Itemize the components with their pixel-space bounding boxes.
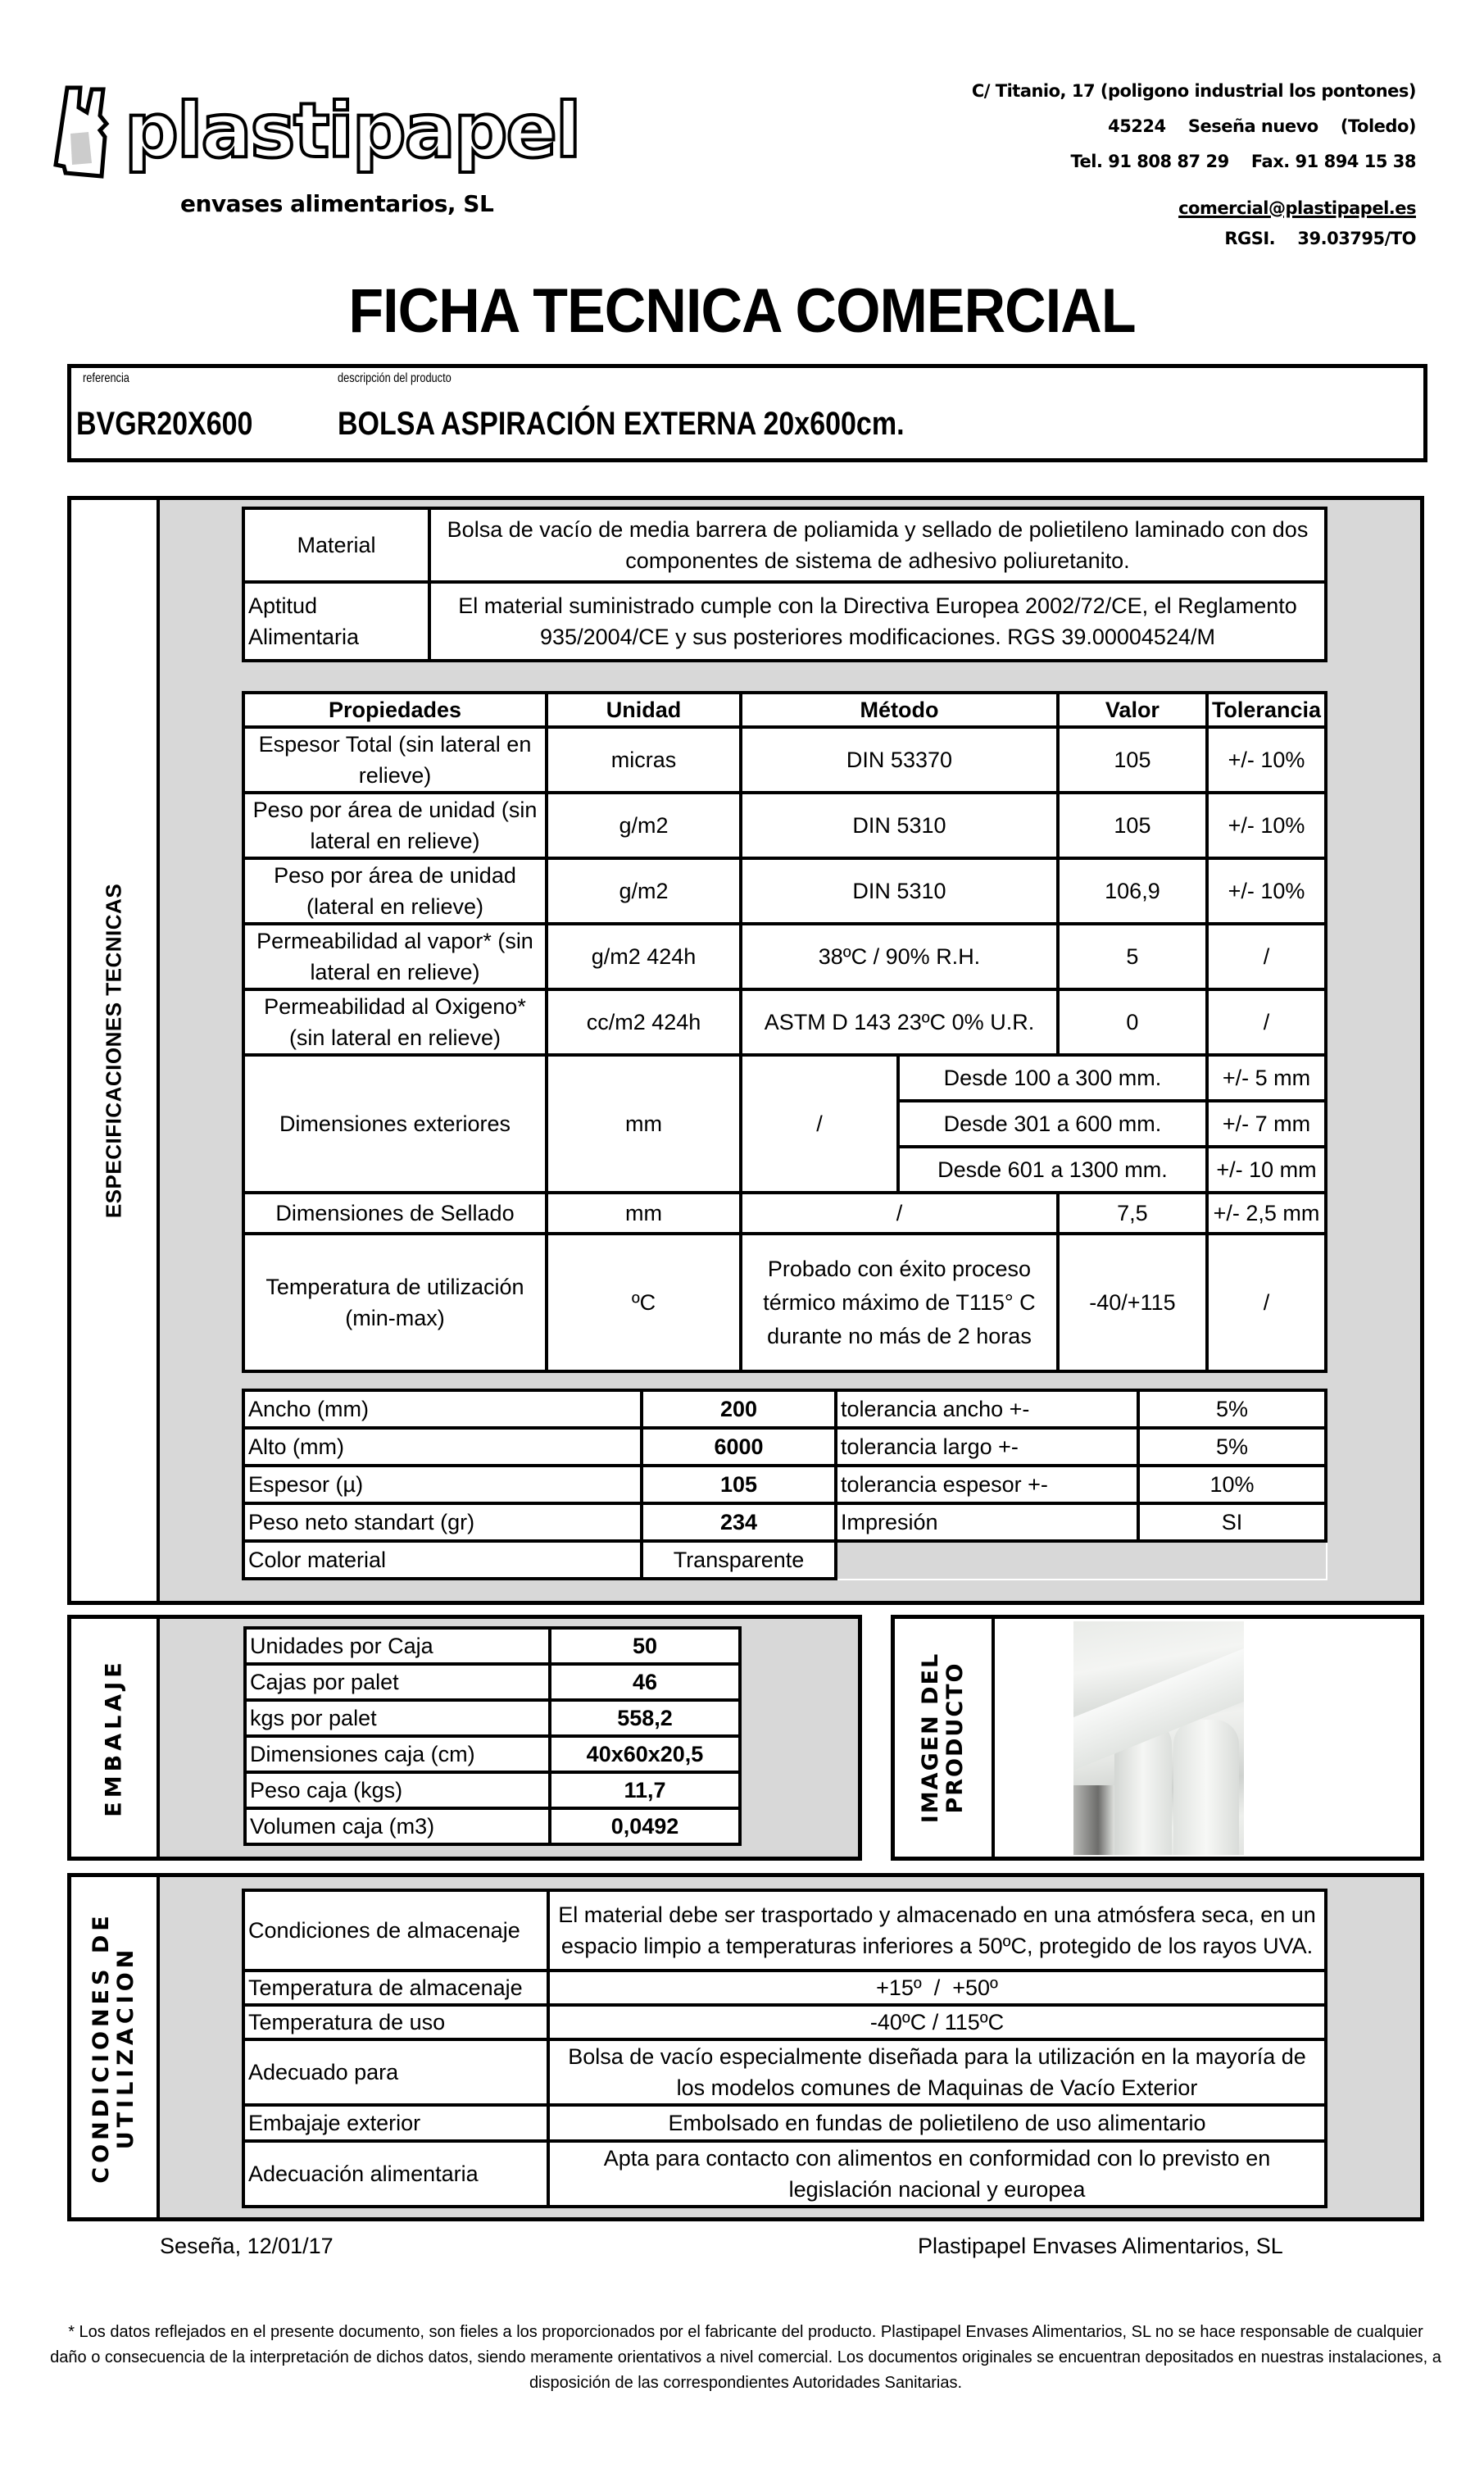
temp-value: -40/+115 bbox=[1058, 1234, 1207, 1371]
table-row bbox=[243, 793, 1326, 858]
prop-tolerance: +/- 10% bbox=[1207, 793, 1326, 858]
prop-name: Permeabilidad al vapor* (sin lateral en relieve) bbox=[243, 924, 547, 989]
prop-tolerance: / bbox=[1207, 924, 1326, 989]
dim-tol-value: 5% bbox=[1138, 1390, 1326, 1428]
image-section-label bbox=[919, 1652, 968, 1823]
cond-label: Adecuación alimentaria bbox=[243, 2141, 548, 2207]
temp-unit: ºC bbox=[547, 1234, 741, 1371]
col-header-propiedades: Propiedades bbox=[243, 693, 547, 727]
email-link[interactable]: comercial@plastipapel.es bbox=[1178, 198, 1416, 218]
cond-value: +15º / +50º bbox=[548, 1971, 1326, 2005]
cond-label: Temperatura de uso bbox=[243, 2005, 548, 2039]
table-row bbox=[243, 2005, 1326, 2039]
table-row bbox=[245, 1808, 740, 1844]
col-header-metodo: Método bbox=[741, 693, 1058, 727]
table-row bbox=[243, 1055, 1326, 1101]
dim-label: Ancho (mm) bbox=[243, 1390, 642, 1428]
table-row bbox=[243, 2105, 1326, 2141]
table-row bbox=[243, 989, 1326, 1055]
pack-label: Volumen caja (m3) bbox=[245, 1808, 550, 1844]
packaging-label-column bbox=[71, 1619, 160, 1857]
table-row bbox=[243, 924, 1326, 989]
table-row bbox=[243, 2039, 1326, 2105]
table-row bbox=[245, 1772, 740, 1808]
dimext-tolerance: +/- 10 mm bbox=[1207, 1147, 1326, 1193]
temp-tolerance: / bbox=[1207, 1234, 1326, 1371]
seal-tolerance: +/- 2,5 mm bbox=[1207, 1193, 1326, 1234]
conditions-label-column bbox=[71, 1877, 160, 2217]
cond-value: Bolsa de vacío especialmente diseñada para la utilización en la mayoría de los modelos comunes de Maquinas de Vacío Exterior bbox=[548, 2039, 1326, 2105]
dim-tol-label: tolerancia espesor +- bbox=[836, 1466, 1138, 1503]
material-row bbox=[243, 508, 1326, 582]
specs-section-label: ESPECIFICACIONES TECNICAS bbox=[101, 883, 126, 1218]
dimext-method: / bbox=[741, 1055, 898, 1193]
aptitud-row bbox=[243, 582, 1326, 661]
image-label-column bbox=[895, 1619, 995, 1857]
temp-method-text: Probado con éxito proceso térmico máximo de T115° C durante no más de 2 horas bbox=[763, 1256, 1036, 1348]
company-contact bbox=[972, 74, 1416, 257]
disclaimer: * Los datos reflejados en el presente documento, son fieles a los proporcionados por el fabricante del producto. Plastipapel Envases Alimentarios, SL no se hace responsable de cualquier daño o consecuencia de la interpretación de dichos datos, siendo meramente orientativos a nivel comercial. Los documentos originales se encuentran depositados en nuestras instalaciones, a disposición de las correspondientes Autoridades Sanitarias. bbox=[50, 2323, 1441, 2392]
table-row bbox=[243, 1428, 1326, 1466]
rgsi-number: RGSI. 39.03795/TO bbox=[1224, 229, 1416, 248]
table-row bbox=[243, 1193, 1326, 1234]
dim-value: 200 bbox=[642, 1390, 836, 1428]
product-photo bbox=[1073, 1621, 1244, 1855]
cond-label: Adecuado para bbox=[243, 2039, 548, 2105]
pack-value: 46 bbox=[550, 1664, 740, 1700]
dim-tol-value: SI bbox=[1138, 1503, 1326, 1541]
properties-table bbox=[242, 691, 1327, 1373]
description-label: descripción del producto bbox=[338, 371, 452, 385]
conditions-table bbox=[242, 1889, 1327, 2208]
bag-icon bbox=[49, 84, 131, 183]
table-row bbox=[243, 1503, 1326, 1541]
dim-label: Espesor (µ) bbox=[243, 1466, 642, 1503]
prop-tolerance: / bbox=[1207, 989, 1326, 1055]
seal-method: / bbox=[741, 1193, 1058, 1234]
place-date: Seseña, 12/01/17 bbox=[160, 2234, 334, 2258]
table-row bbox=[243, 1971, 1326, 2005]
dim-tol-label: tolerancia largo +- bbox=[836, 1428, 1138, 1466]
dim-value: Transparente bbox=[642, 1541, 836, 1579]
prop-name: Espesor Total (sin lateral en relieve) bbox=[243, 727, 547, 793]
cond-label: Condiciones de almacenaje bbox=[243, 1890, 548, 1971]
prop-value: 105 bbox=[1058, 727, 1207, 793]
product-description: BOLSA ASPIRACIÓN EXTERNA 20x600cm. bbox=[338, 406, 905, 442]
table-row bbox=[243, 2141, 1326, 2207]
table-row bbox=[245, 1700, 740, 1736]
cond-value: El material debe ser trasportado y almacenado en una atmósfera seca, en un espacio limpio a temperaturas inferiores a 50ºC, protegido de los rayos UVA. bbox=[548, 1890, 1326, 1971]
prop-unit: g/m2 424h bbox=[547, 924, 741, 989]
table-row bbox=[245, 1664, 740, 1700]
col-header-valor: Valor bbox=[1058, 693, 1207, 727]
prop-tolerance: +/- 10% bbox=[1207, 858, 1326, 924]
cond-value: Embolsado en fundas de polietileno de uso alimentario bbox=[548, 2105, 1326, 2141]
table-row bbox=[243, 1890, 1326, 1971]
table-row bbox=[245, 1628, 740, 1664]
cond-label: Temperatura de almacenaje bbox=[243, 1971, 548, 2005]
dim-label: Alto (mm) bbox=[243, 1428, 642, 1466]
dimext-tolerance: +/- 5 mm bbox=[1207, 1055, 1326, 1101]
col-header-tolerancia: Tolerancia bbox=[1207, 693, 1326, 727]
dim-tol-value: 10% bbox=[1138, 1466, 1326, 1503]
dim-value: 234 bbox=[642, 1503, 836, 1541]
prop-name: Peso por área de unidad (lateral en relieve) bbox=[243, 858, 547, 924]
conditions-section-label bbox=[89, 1912, 138, 2183]
material-table bbox=[242, 507, 1327, 662]
prop-name: Peso por área de unidad (sin lateral en relieve) bbox=[243, 793, 547, 858]
dimext-tolerance: +/- 7 mm bbox=[1207, 1101, 1326, 1147]
cond-label: Embajaje exterior bbox=[243, 2105, 548, 2141]
pack-label: Dimensiones caja (cm) bbox=[245, 1736, 550, 1772]
company-logo bbox=[49, 78, 580, 184]
prop-method: DIN 5310 bbox=[741, 858, 1058, 924]
dim-label: Peso neto standart (gr) bbox=[243, 1503, 642, 1541]
cond-value: Apta para contacto con alimentos en conformidad con lo previsto en legislación nacional y europea bbox=[548, 2141, 1326, 2207]
page-title: FICHA TECNICA COMERCIAL bbox=[348, 276, 1136, 346]
aptitud-label: Aptitud Alimentaria bbox=[243, 582, 429, 661]
dim-label: Color material bbox=[243, 1541, 642, 1579]
properties-header-row bbox=[243, 693, 1326, 727]
prop-method: DIN 53370 bbox=[741, 727, 1058, 793]
dimensions-table bbox=[242, 1389, 1327, 1580]
image-label-line2: PRODUCTO bbox=[942, 1662, 968, 1814]
prop-tolerance: +/- 10% bbox=[1207, 727, 1326, 793]
footer-company: Plastipapel Envases Alimentarios, SL bbox=[918, 2234, 1283, 2258]
packaging-table bbox=[243, 1626, 742, 1846]
cond-value: -40ºC / 115ºC bbox=[548, 2005, 1326, 2039]
prop-method: 38ºC / 90% R.H. bbox=[741, 924, 1058, 989]
prop-value: 105 bbox=[1058, 793, 1207, 858]
reference-label: referencia bbox=[83, 371, 129, 385]
aptitud-value: El material suministrado cumple con la Directiva Europea 2002/72/CE, el Reglamento 935/2004/CE y sus posteriores modificaciones. RGS 39.00004524/M bbox=[429, 582, 1326, 661]
col-header-unidad: Unidad bbox=[547, 693, 741, 727]
prop-unit: g/m2 bbox=[547, 858, 741, 924]
address-city: 45224 Seseña nuevo (Toledo) bbox=[1108, 116, 1416, 136]
table-row bbox=[243, 1466, 1326, 1503]
table-row bbox=[245, 1736, 740, 1772]
pack-value: 50 bbox=[550, 1628, 740, 1664]
temp-method bbox=[741, 1234, 1058, 1371]
dim-tol-label: tolerancia ancho +- bbox=[836, 1390, 1138, 1428]
pack-value: 558,2 bbox=[550, 1700, 740, 1736]
table-row bbox=[243, 858, 1326, 924]
conditions-label-line1: CONDICIONES DE bbox=[88, 1911, 114, 2184]
prop-method: DIN 5310 bbox=[741, 793, 1058, 858]
table-row bbox=[243, 1541, 1326, 1579]
table-row bbox=[243, 1234, 1326, 1371]
prop-name: Permeabilidad al Oxigeno* (sin lateral en relieve) bbox=[243, 989, 547, 1055]
empty-cell bbox=[836, 1541, 1326, 1579]
dim-value: 105 bbox=[642, 1466, 836, 1503]
pack-value: 11,7 bbox=[550, 1772, 740, 1808]
conditions-label-line2: UTILIZACION bbox=[113, 1945, 138, 2149]
pack-label: Unidades por Caja bbox=[245, 1628, 550, 1664]
prop-value: 5 bbox=[1058, 924, 1207, 989]
logo-subtitle: envases alimentarios, SL bbox=[180, 190, 494, 217]
dim-tol-label: Impresión bbox=[836, 1503, 1138, 1541]
seal-unit: mm bbox=[547, 1193, 741, 1234]
dimext-range: Desde 100 a 300 mm. bbox=[898, 1055, 1207, 1101]
pack-value: 40x60x20,5 bbox=[550, 1736, 740, 1772]
logo-wordmark: plastipapel bbox=[125, 87, 580, 175]
pack-label: Cajas por palet bbox=[245, 1664, 550, 1700]
prop-unit: cc/m2 424h bbox=[547, 989, 741, 1055]
seal-value: 7,5 bbox=[1058, 1193, 1207, 1234]
dim-value: 6000 bbox=[642, 1428, 836, 1466]
phone-fax: Tel. 91 808 87 29 Fax. 91 894 15 38 bbox=[1070, 152, 1416, 171]
dim-tol-value: 5% bbox=[1138, 1428, 1326, 1466]
dimext-name: Dimensiones exteriores bbox=[243, 1055, 547, 1193]
material-label: Material bbox=[243, 508, 429, 582]
product-header bbox=[67, 364, 1427, 462]
table-row bbox=[243, 727, 1326, 793]
seal-name: Dimensiones de Sellado bbox=[243, 1193, 547, 1234]
pack-value: 0,0492 bbox=[550, 1808, 740, 1844]
temp-name: Temperatura de utilización (min-max) bbox=[243, 1234, 547, 1371]
pack-label: Peso caja (kgs) bbox=[245, 1772, 550, 1808]
address-line: C/ Titanio, 17 (poligono industrial los pontones) bbox=[971, 81, 1416, 101]
prop-value: 0 bbox=[1058, 989, 1207, 1055]
product-reference: BVGR20X600 bbox=[76, 406, 253, 442]
image-label-line1: IMAGEN DEL bbox=[918, 1652, 943, 1824]
prop-value: 106,9 bbox=[1058, 858, 1207, 924]
prop-method: ASTM D 143 23ºC 0% U.R. bbox=[741, 989, 1058, 1055]
specs-label-column bbox=[71, 500, 160, 1601]
material-value: Bolsa de vacío de media barrera de poliamida y sellado de polietileno laminado con dos componentes de sistema de adhesivo poliuretanito. bbox=[429, 508, 1326, 582]
table-row bbox=[243, 1390, 1326, 1428]
prop-unit: micras bbox=[547, 727, 741, 793]
dimext-range: Desde 601 a 1300 mm. bbox=[898, 1147, 1207, 1193]
dimext-range: Desde 301 a 600 mm. bbox=[898, 1101, 1207, 1147]
packaging-section-label: EMBALAJE bbox=[101, 1658, 127, 1817]
pack-label: kgs por palet bbox=[245, 1700, 550, 1736]
prop-unit: g/m2 bbox=[547, 793, 741, 858]
dimext-unit: mm bbox=[547, 1055, 741, 1193]
